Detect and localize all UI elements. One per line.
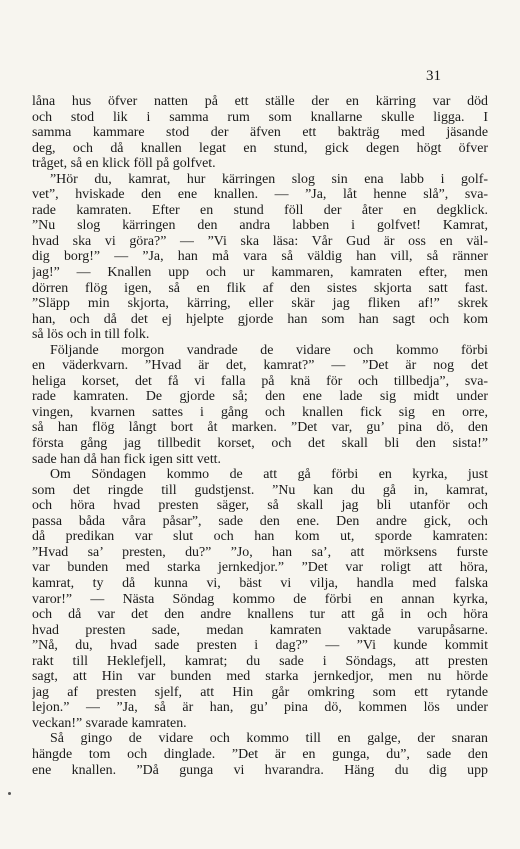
text-line: och höra hvad presten säger, så skall jag bli utanför och xyxy=(32,498,488,514)
text-line: Om Söndagen kommo de att gå förbi en kyrka, just xyxy=(50,467,488,483)
text-line: hvad presten sade, medan kamraten vaktade varupåsarne. xyxy=(32,622,488,638)
text-line: passa båda våra påsar”, sade den ene. Den andre gick, och xyxy=(32,513,488,529)
text-line: veckan!” svarade kamraten. xyxy=(32,715,187,731)
text-line: tråget, så en klick föll på golfvet. xyxy=(32,156,216,172)
text-line: vet”, hviskade den ene knallen. — ”Ja, låt henne slå”, sva- xyxy=(32,187,488,203)
text-line: rade kamraten. De gjorde så; den ene lade sig midt under xyxy=(32,389,488,405)
page-number: 31 xyxy=(426,68,441,84)
text-line: jag!” — Knallen upp och ur kammaren, kamraten efter, men xyxy=(32,265,488,281)
text-line: låna hus öfver natten på ett ställe der en kärring var död xyxy=(32,94,488,109)
text-line: och stod lik i samma rum som knallarne skulle ligga. I xyxy=(32,109,488,125)
text-line: sade han då han fick igen sitt vett. xyxy=(32,451,222,467)
text-line: samma kammare stod der äfven ett bakträg med jäsande xyxy=(32,125,488,141)
text-line: jag af presten sjelf, att Hin går omkring som ett rytande xyxy=(32,684,488,700)
text-line: sagt, att Hin var bunden med starka jernkedjor, men nu hörde xyxy=(32,669,488,685)
text-line: heliga korset, det få vi falla på knä för och tillbedja”, sva- xyxy=(32,373,488,389)
text-line: vingen, kvarnen sattes i gång och knallen fick sig en orre, xyxy=(32,404,488,420)
text-line: ene knallen. ”Då gunga vi hvarandra. Häng du dig upp xyxy=(32,762,488,778)
text-line: rade kamraten. Efter en stund föll der åter en degklick. xyxy=(32,202,488,218)
print-speck xyxy=(8,792,11,795)
text-line: och då var det den andre knallens tur att gå in och höra xyxy=(32,607,488,623)
text-line: kamrat, ty då kunna vi, bäst vi vilja, handla med falska xyxy=(32,575,488,591)
text-line: hängde tom och dinglade. ”Det är en gunga, du”, sade den xyxy=(32,746,488,762)
text-line: varor!” — Nästa Söndag kommo de förbi en annan kyrka, xyxy=(32,591,488,607)
text-line: han, och då det ej hjelpte gjorde han som han sagt och kom xyxy=(32,311,488,327)
text-line: dig borg!” — ”Ja, han må vara så väldig han vill, så ränner xyxy=(32,249,488,265)
text-line: så han flög långt bort åt marken. ”Det var, gu’ pina dö, den xyxy=(32,420,488,436)
text-line: rakt till Heklefjell, kamrat; du sade i Söndags, att presten xyxy=(32,653,488,669)
text-line: ”Släpp min skjorta, kärring, eller skär jag fliken af!” skrek xyxy=(32,296,488,312)
text-line: var bunden med starka jernkedjor.” ”Det var roligt att höra, xyxy=(32,560,488,576)
text-line: då predikan var slut och han kom ut, sporde kamraten: xyxy=(32,529,488,545)
text-line: som det ringde till gudstjenst. ”Nu kan du gå in, kamrat, xyxy=(32,482,488,498)
text-line: ”Nå, du, hvad sade presten i dag?” — ”Vi kunde kommit xyxy=(32,638,488,654)
text-line: ”Nu slog kärringen den andra labben i golfvet! Kamrat, xyxy=(32,218,488,234)
text-line: ”Hvad sa’ presten, du?” ”Jo, han sa’, att mörksens furste xyxy=(32,544,488,560)
text-line: första gång jag tillbedit korset, och det skall bli den sista!” xyxy=(32,436,488,452)
text-line: Följande morgon vandrade de vidare och kommo förbi xyxy=(50,342,488,358)
text-line: Så gingo de vidare och kommo till en galge, der snaran xyxy=(50,731,488,747)
text-line: dörren flög igen, så en flik af den sistes skjorta satt fast. xyxy=(32,280,488,296)
text-line: ”Hör du, kamrat, hur kärringen slog sin ena labb i golf- xyxy=(50,171,488,187)
text-line: så lös och in till folk. xyxy=(32,327,150,343)
text-line: lejon.” — ”Ja, så är han, gu’ pina dö, kommen lös under xyxy=(32,700,488,716)
text-line: hvad ska vi göra?” — ”Vi ska läsa: Vår Gud är oss en väl- xyxy=(32,233,488,249)
body-text xyxy=(32,94,488,778)
text-line: en väderkvarn. ”Hvad är det, kamrat?” — ”Det är nog det xyxy=(32,358,488,374)
text-line: deg, och då knallen legat en stund, gick degen högt öfver xyxy=(32,140,488,156)
